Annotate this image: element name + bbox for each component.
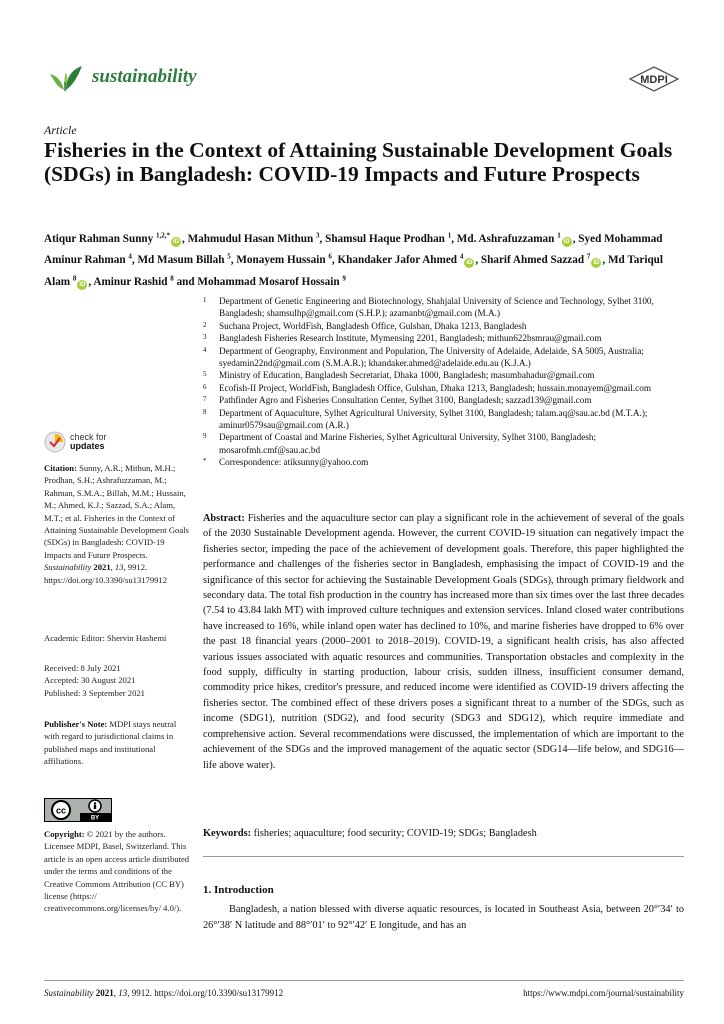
orcid-icon[interactable]: iD <box>466 260 473 267</box>
author-affiliation-sup: 1 <box>557 231 561 239</box>
author-separator: and <box>173 276 198 289</box>
affiliation-text: Department of Aquaculture, Sylhet Agricultural University, Sylhet 3100, Bangladesh; talam.aq@sau.ac.bd (M.T.A.); aminur0579sau@gmail.com (A.R.) <box>219 407 648 431</box>
orcid-icon[interactable]: iD <box>563 238 570 245</box>
author-name[interactable]: Syed Mohammad Aminur Rahman <box>44 232 663 267</box>
affiliation-text: Correspondence: atiksunny@yahoo.com <box>219 457 369 468</box>
affiliation-number: * <box>203 457 207 466</box>
academic-editor: Academic Editor: Shervin Hashemi <box>44 633 167 643</box>
footer-volume: 13 <box>118 988 128 998</box>
affiliation-number: 6 <box>203 382 207 391</box>
footer-citation: Sustainability 2021, 13, 9912. https://doi.org/10.3390/su13179912 <box>44 988 284 998</box>
affiliation-text: Department of Genetic Engineering and Biotechnology, Shahjalal University of Science and Technology, Sylhet 3100, Bangladesh; shamsulhp@gmail.com (S.H.P.); azamanbt@gmail.com (M.A.) <box>219 296 654 319</box>
affiliation-item <box>203 382 683 394</box>
received-date: Received: 8 July 2021 <box>44 663 121 673</box>
citation-volume: 13 <box>114 562 124 573</box>
author-name[interactable]: Shamsul Haque Prodhan <box>325 232 448 245</box>
copyright-label: Copyright: <box>44 829 85 839</box>
author-name[interactable]: Monayem Hussain <box>236 254 329 267</box>
affiliation-item <box>203 394 683 406</box>
author-affiliation-sup: 9 <box>342 274 346 283</box>
author-entry <box>481 254 608 266</box>
affiliation-item <box>203 456 683 468</box>
orcid-icon[interactable]: iD <box>593 260 600 267</box>
footer-journal-url[interactable]: https://www.mdpi.com/journal/sustainability <box>523 988 684 998</box>
publication-dates <box>44 662 192 699</box>
orcid-icon[interactable]: iD <box>173 238 180 245</box>
sustainability-logo-icon <box>44 60 88 94</box>
article-type: Article <box>44 123 77 137</box>
author-separator: , <box>331 254 338 267</box>
affiliation-text: Ministry of Education, Bangladesh Secretariat, Dhaka 1000, Bangladesh; masumbahadur@gmail.com <box>219 370 595 381</box>
check-updates-icon <box>44 431 66 453</box>
author-separator: , <box>602 254 608 267</box>
author-name[interactable]: Mohammad Mosarof Hossain <box>197 276 343 289</box>
affiliation-text: Pathfinder Agro and Fisheries Consultation Center, Sylhet 3100, Bangladesh; sazzad139@gmail.com <box>219 395 592 406</box>
author-name[interactable]: Sharif Ahmed Sazzad <box>480 254 587 267</box>
author-separator: , <box>182 232 188 245</box>
affiliation-item <box>203 345 683 370</box>
footer-year: 2021 <box>95 988 114 998</box>
copyright-text: © 2021 by the authors. Licensee MDPI, Basel, Switzerland. This article is an open access article distributed under the terms and conditions of the Creative Commons Attribution (CC BY) license (https:// creativecommons.org/licenses/by/ 4.0/). <box>44 829 190 914</box>
footer-journal: Sustainability <box>44 988 94 998</box>
cc-by-label: BY <box>90 815 100 822</box>
affiliation-number: 2 <box>203 320 207 329</box>
citation-journal: Sustainability <box>44 562 92 573</box>
keywords-text: fisheries; aquaculture; food security; COVID-19; SDGs; Bangladesh <box>253 828 537 839</box>
affiliation-number: 1 <box>203 296 207 304</box>
author-name[interactable]: Md. Ashrafuzzaman <box>456 232 558 245</box>
author-separator: , <box>319 232 326 245</box>
affiliation-text: Department of Geography, Environment and Population, The University of Adelaide, Adelaide, SA 5005, Australia; syedamin22nd@gmail.com (S.M.A.R.); khandaker.ahmed@adelaide.edu.au (K.J.A.) <box>219 345 644 369</box>
affiliation-number: 3 <box>203 333 207 342</box>
affiliation-number: 5 <box>203 370 207 379</box>
citation-year: 2021 <box>93 562 111 573</box>
author-entry <box>137 254 236 266</box>
section-divider <box>203 856 684 857</box>
abstract <box>203 511 684 773</box>
author-separator: , <box>88 276 94 289</box>
intro-paragraph: Bangladesh, a nation blessed with diverse aquatic resources, is located in Southeast Asia, between 20°′34′ to 26°′38′ N latitude and 88°′01′ to 92°′42′ E longitude, and has an <box>203 904 684 931</box>
accepted-date: Accepted: 30 August 2021 <box>44 675 136 686</box>
author-entry <box>44 233 188 245</box>
affiliation-text: Ecofish-II Project, WorldFish, Bangladesh Office, Gulshan, Dhaka 1213, Bangladesh; hussain.monayem@gmail.com <box>219 382 651 393</box>
author-entry <box>188 233 325 245</box>
author-entry <box>197 276 345 288</box>
citation-doi-link[interactable]: , 9912. https://doi.org/10.3390/su13179912 <box>44 562 168 585</box>
author-separator: , <box>230 254 237 267</box>
check-for-updates-badge[interactable] <box>44 428 192 456</box>
copyright-block <box>44 828 192 915</box>
author-name[interactable]: Mahmudul Hasan Mithun <box>187 232 317 245</box>
author-affiliation-sup: 1 <box>447 231 452 239</box>
author-affiliation-sup: 4 <box>459 252 464 261</box>
check-updates-line2: updates <box>70 441 105 451</box>
affiliation-number: 7 <box>203 395 207 404</box>
affiliations-list <box>203 295 683 469</box>
published-date: Published: 3 September 2021 <box>44 687 145 698</box>
author-list <box>44 226 684 291</box>
affiliation-item <box>203 407 683 432</box>
publisher-note-text: MDPI stays neutral with regard to jurisdictional claims in published maps and institutional affiliations. <box>44 719 177 767</box>
author-name[interactable]: Md Masum Billah <box>137 254 228 267</box>
affiliation-item <box>203 332 683 344</box>
journal-name[interactable]: sustainability <box>92 66 197 87</box>
mdpi-logo-icon[interactable] <box>628 66 680 92</box>
citation-block: Citation: Sunny, A.R.; Mithun, M.H.; Prodhan, S.H.; Ashrafuzzaman, M.; Rahman, S.M.A.; Billah, M.M.; Hussain, M.; Ahmed, K.J.; Sazzad, S.A.; Alam, M.T.; et al. Fisheries in the Context of Attaining Sustainable Development Goals (SDGs) in Bangladesh: COVID-19 Impacts and Future Prospects. Sustainability 2021, 13, 9912. https://doi.org/10.3390/su13179912 <box>44 463 189 585</box>
author-entry <box>325 233 457 245</box>
author-separator: , <box>475 254 481 267</box>
intro-heading: 1. Introduction <box>203 884 274 896</box>
keywords-label: Keywords: <box>203 828 252 839</box>
citation-label: Citation: <box>44 463 77 473</box>
footer-doi-link[interactable]: , 9912. https://doi.org/10.3390/su13179912 <box>127 988 284 998</box>
affiliation-number: 8 <box>203 407 207 416</box>
cc-by-license-icon[interactable] <box>44 798 112 822</box>
affiliation-text: Bangladesh Fisheries Research Institute, Mymensing 2201, Bangladesh; mithun622bsmrau@gmail.com <box>219 333 602 344</box>
article-title: Fisheries in the Context of Attaining Sustainable Development Goals (SDGs) in Bangladesh: COVID-19 Impacts and Future Prospects <box>44 138 673 186</box>
author-affiliation-sup: 7 <box>586 252 591 261</box>
author-entry <box>457 233 578 245</box>
author-entry <box>236 254 337 266</box>
svg-text:cc: cc <box>55 805 67 816</box>
author-name[interactable]: Khandaker Jafor Ahmed <box>337 254 460 267</box>
affiliation-item <box>203 431 683 456</box>
author-affiliation-sup: 3 <box>316 231 320 239</box>
publisher-note-label: Publisher's Note: <box>44 719 108 729</box>
author-separator: , <box>451 232 457 245</box>
author-affiliation-sup: 8 <box>170 274 174 283</box>
citation-text: Sunny, A.R.; Mithun, M.H.; Prodhan, S.H.; Ashrafuzzaman, M.; Rahman, S.M.A.; Billah, M.M.; Hussain, M.; Ahmed, K.J.; Sazzad, S.A.; Alam, M.T.; et al. Fisheries in the Context of Attaining Sustainable Development Goals (SDGs) in Bangladesh: COVID-19 Impacts and Future Prospects. <box>44 463 189 560</box>
author-name[interactable]: Atiqur Rahman Sunny <box>44 232 157 245</box>
author-affiliation-sup: 1,2,* <box>156 231 171 239</box>
orcid-icon[interactable]: iD <box>79 282 86 289</box>
abstract-text: Fisheries and the aquaculture sector can play a significant role in the achievement of several of the goals of the 2030 Sustainable Development agenda. However, the current COVID-19 situation can negatively impact the fisheries sector, impeding the pace of the achievement of development goals. Therefore, this paper highlighted the performance and challenges of the fisheries sector in Bangladesh, emphasising the impact of COVID-19 and the significance of this sector for achieving the Sustainable Development Goals (SDGs), through primary fieldwork and secondary data. The total fish production in the country has increased more than six times over the last three decades (7.54 to 43.84 lakh MT) with improved culture techniques and extension services. Inland closed water contributions have increased to 16%, while inland open water has declined to 10%, and marine fisheries have dropped to 6% over the past 18 financial years (2000–2001 to 2018–2019). COVID-19, a significant health crisis, has also affected various issues associated with aquatic resources and communities. Transportation obstacles and complexity in the food supply, difficulty in starting production, labour crisis, sudden illness, insufficient consumer demand, commodity price hikes, creditor's pressure, and reduced income were identified as COVID-19 drivers affecting the fisheries sector. The combined effect of these drivers poses a significant threat to a number of the SDGs, such as income (SDG1), nutrition (SDG2), and food security (SDG3 and SDG12), which require immediate and comprehensive action. Several recommendations were discussed, the implementation of which are important to the achievement of the SDGs and the improved management of the aquatic sector (SDG14—life below, and SDG16—life above water). <box>203 513 684 771</box>
affiliation-text: Suchana Project, WorldFish, Bangladesh Office, Gulshan, Dhaka 1213, Bangladesh <box>219 320 527 331</box>
author-affiliation-sup: 8 <box>72 274 77 283</box>
author-affiliation-sup: 5 <box>227 252 231 261</box>
keywords <box>203 826 684 841</box>
affiliation-item <box>203 295 683 320</box>
publisher-note <box>44 718 192 768</box>
author-name[interactable]: Aminur Rashid <box>93 276 171 289</box>
author-separator: , <box>131 254 138 267</box>
abstract-label: Abstract: <box>203 513 245 524</box>
author-entry <box>337 254 480 266</box>
author-separator: , <box>572 232 579 245</box>
publisher-name: MDPI <box>640 74 668 86</box>
affiliation-item <box>203 369 683 381</box>
affiliation-text: Department of Coastal and Marine Fisheries, Sylhet Agricultural University, Sylhet 3100, Bangladesh; mosarofmh.cmf@sau.ac.bd <box>219 432 597 455</box>
author-name[interactable]: Md Tariqul Alam <box>44 254 664 289</box>
author-affiliation-sup: 4 <box>128 252 132 261</box>
affiliation-number: 9 <box>203 432 207 441</box>
check-updates-line1: check for <box>70 432 107 442</box>
journal-header <box>44 56 680 100</box>
author-entry <box>93 276 197 288</box>
author-affiliation-sup: 6 <box>328 252 332 261</box>
affiliation-number: 4 <box>203 345 207 354</box>
footer-divider <box>44 980 684 981</box>
affiliation-item <box>203 320 683 332</box>
